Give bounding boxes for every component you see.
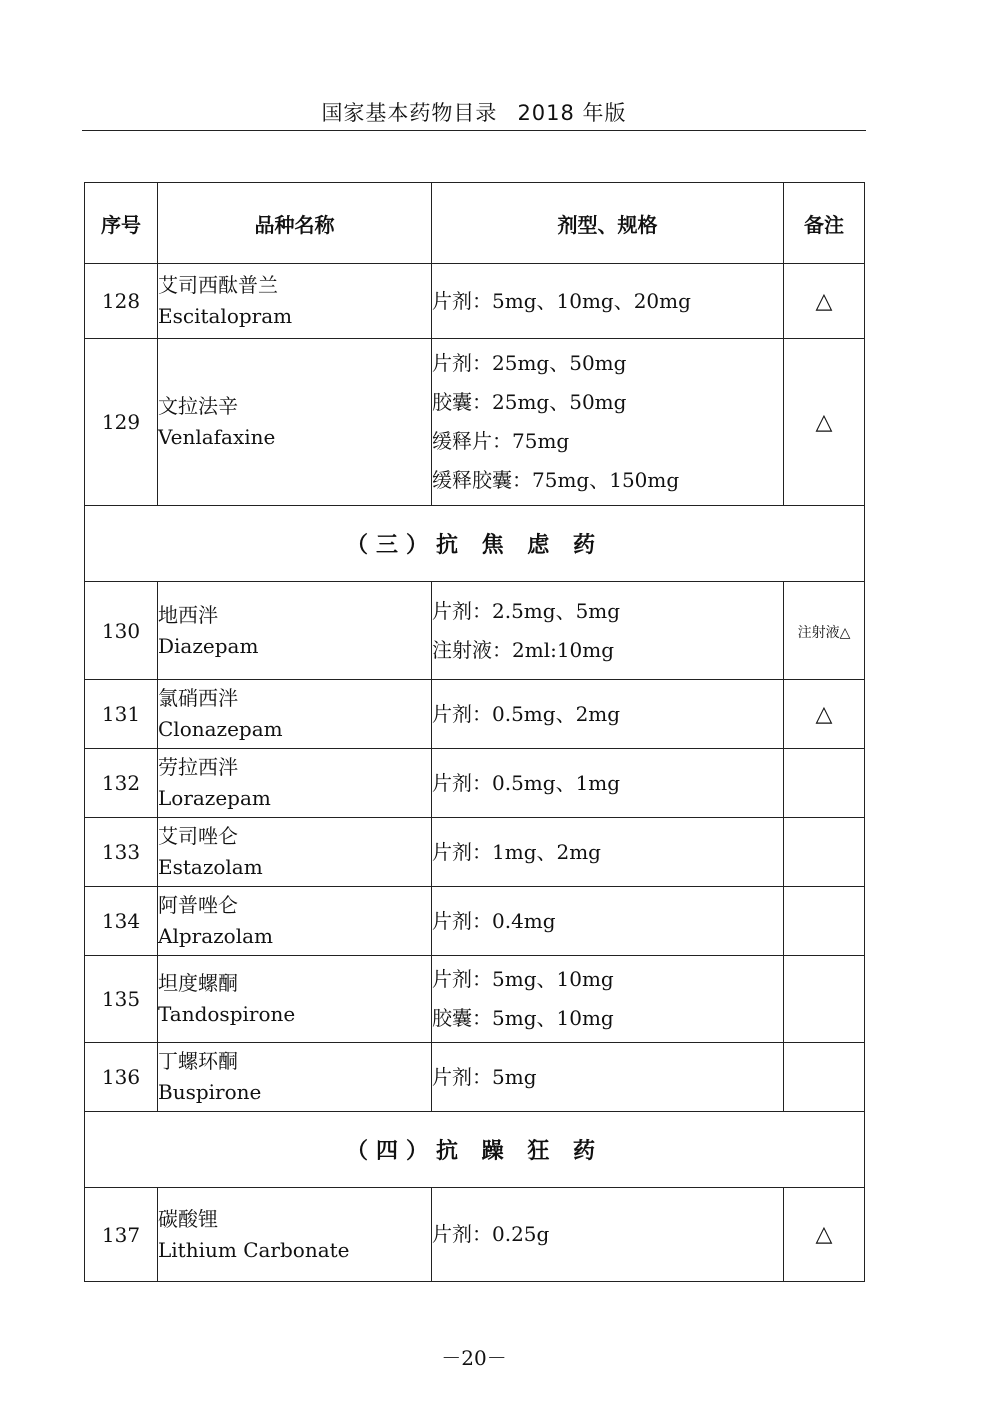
row-number: 135 xyxy=(85,956,158,1043)
table-row xyxy=(85,264,865,339)
spec-line: 胶囊：25mg、50mg xyxy=(432,390,627,414)
section-row xyxy=(85,506,865,582)
drug-note xyxy=(784,956,865,1043)
drug-name-cn: 文拉法辛 xyxy=(158,394,238,418)
row-number: 132 xyxy=(85,749,158,818)
table-row xyxy=(85,339,865,506)
drug-note: △ xyxy=(784,339,865,506)
drug-note: △ xyxy=(784,1188,865,1282)
drug-note xyxy=(784,1043,865,1112)
page-number: －20－ xyxy=(441,1346,507,1370)
row-number: 129 xyxy=(85,339,158,506)
spec-line: 片剂：0.5mg、2mg xyxy=(432,701,621,726)
section-row xyxy=(85,1112,865,1188)
table-row xyxy=(85,749,865,818)
row-number: 137 xyxy=(85,1188,158,1282)
drug-spec xyxy=(432,264,784,339)
spec-line: 片剂：0.4mg xyxy=(432,908,556,933)
table-header-row xyxy=(85,183,865,264)
drug-spec xyxy=(432,339,784,506)
drug-note xyxy=(784,749,865,818)
drug-name xyxy=(158,1188,432,1282)
drug-name-en: Diazepam xyxy=(158,633,259,658)
table-row xyxy=(85,818,865,887)
table-row xyxy=(85,1043,865,1112)
drug-note-text: 注射液△ xyxy=(797,625,851,641)
column-header-no: 序号 xyxy=(85,183,158,264)
drug-spec xyxy=(432,956,784,1043)
drug-spec xyxy=(432,749,784,818)
drug-name-en: Lorazepam xyxy=(158,786,271,810)
drug-name-cn: 丁螺环酮 xyxy=(158,1049,238,1073)
column-header-name: 品种名称 xyxy=(158,183,432,264)
drug-spec xyxy=(432,1188,784,1282)
page-header xyxy=(82,96,866,131)
drug-name xyxy=(158,749,432,818)
row-number: 134 xyxy=(85,887,158,956)
row-number: 133 xyxy=(85,818,158,887)
drug-name-en: Alprazolam xyxy=(158,924,273,948)
table-row xyxy=(85,887,865,956)
drug-name xyxy=(158,582,432,680)
drug-catalog-table xyxy=(84,182,865,1282)
spec-line: 片剂：25mg、50mg xyxy=(432,351,627,375)
table-row xyxy=(85,680,865,749)
spec-line: 片剂：5mg、10mg xyxy=(432,967,614,991)
drug-spec xyxy=(432,818,784,887)
catalog-title: 国家基本药物目录 xyxy=(321,101,498,125)
drug-note: △ xyxy=(784,264,865,339)
spec-line: 片剂：5mg、10mg、20mg xyxy=(432,288,691,313)
drug-name-en: Clonazepam xyxy=(158,717,283,741)
drug-name-cn: 劳拉西泮 xyxy=(158,755,238,779)
table-row xyxy=(85,1188,865,1282)
drug-spec xyxy=(432,1043,784,1112)
spec-line: 片剂：0.5mg、1mg xyxy=(432,770,621,795)
drug-name-cn: 阿普唑仑 xyxy=(158,893,238,917)
drug-note: △ xyxy=(784,680,865,749)
drug-name-en: Escitalopram xyxy=(158,304,293,328)
drug-name-cn: 地西泮 xyxy=(158,602,218,627)
spec-line: 片剂：1mg、2mg xyxy=(432,839,601,864)
drug-spec xyxy=(432,582,784,680)
table-row xyxy=(85,582,865,680)
spec-line: 片剂：2.5mg、5mg xyxy=(432,598,621,623)
drug-name xyxy=(158,887,432,956)
drug-name xyxy=(158,1043,432,1112)
spec-line: 胶囊：5mg、10mg xyxy=(432,1006,614,1030)
drug-name xyxy=(158,680,432,749)
drug-name xyxy=(158,264,432,339)
drug-note xyxy=(784,887,865,956)
row-number: 130 xyxy=(85,582,158,680)
drug-name xyxy=(158,956,432,1043)
drug-name xyxy=(158,818,432,887)
row-number: 136 xyxy=(85,1043,158,1112)
section-heading: （四）抗 躁 狂 药 xyxy=(85,1112,865,1188)
drug-name-cn: 艾司唑仑 xyxy=(158,824,238,848)
drug-spec xyxy=(432,887,784,956)
row-number: 128 xyxy=(85,264,158,339)
drug-name xyxy=(158,339,432,506)
drug-name-en: Tandospirone xyxy=(158,1002,296,1026)
drug-name-cn: 艾司西酞普兰 xyxy=(158,273,278,297)
drug-name-cn: 氯硝西泮 xyxy=(158,686,238,710)
drug-note xyxy=(784,582,865,680)
spec-line: 缓释胶囊：75mg、150mg xyxy=(432,468,680,492)
edition-label: 2018 年版 xyxy=(517,101,627,125)
spec-line: 片剂：0.25g xyxy=(432,1222,550,1246)
drug-name-en: Venlafaxine xyxy=(158,425,276,449)
spec-line: 注射液：2ml:10mg xyxy=(432,637,615,662)
column-header-note: 备注 xyxy=(784,183,865,264)
drug-name-cn: 坦度螺酮 xyxy=(158,971,238,995)
table-row xyxy=(85,956,865,1043)
section-heading: （三）抗 焦 虑 药 xyxy=(85,506,865,582)
row-number: 131 xyxy=(85,680,158,749)
column-header-spec: 剂型、规格 xyxy=(432,183,784,264)
drug-spec xyxy=(432,680,784,749)
drug-name-en: Estazolam xyxy=(158,855,263,879)
drug-note xyxy=(784,818,865,887)
spec-line: 缓释片：75mg xyxy=(432,429,570,453)
drug-name-cn: 碳酸锂 xyxy=(158,1206,218,1231)
drug-name-en: Lithium Carbonate xyxy=(158,1237,350,1262)
drug-name-en: Buspirone xyxy=(158,1080,262,1104)
spec-line: 片剂：5mg xyxy=(432,1064,537,1089)
